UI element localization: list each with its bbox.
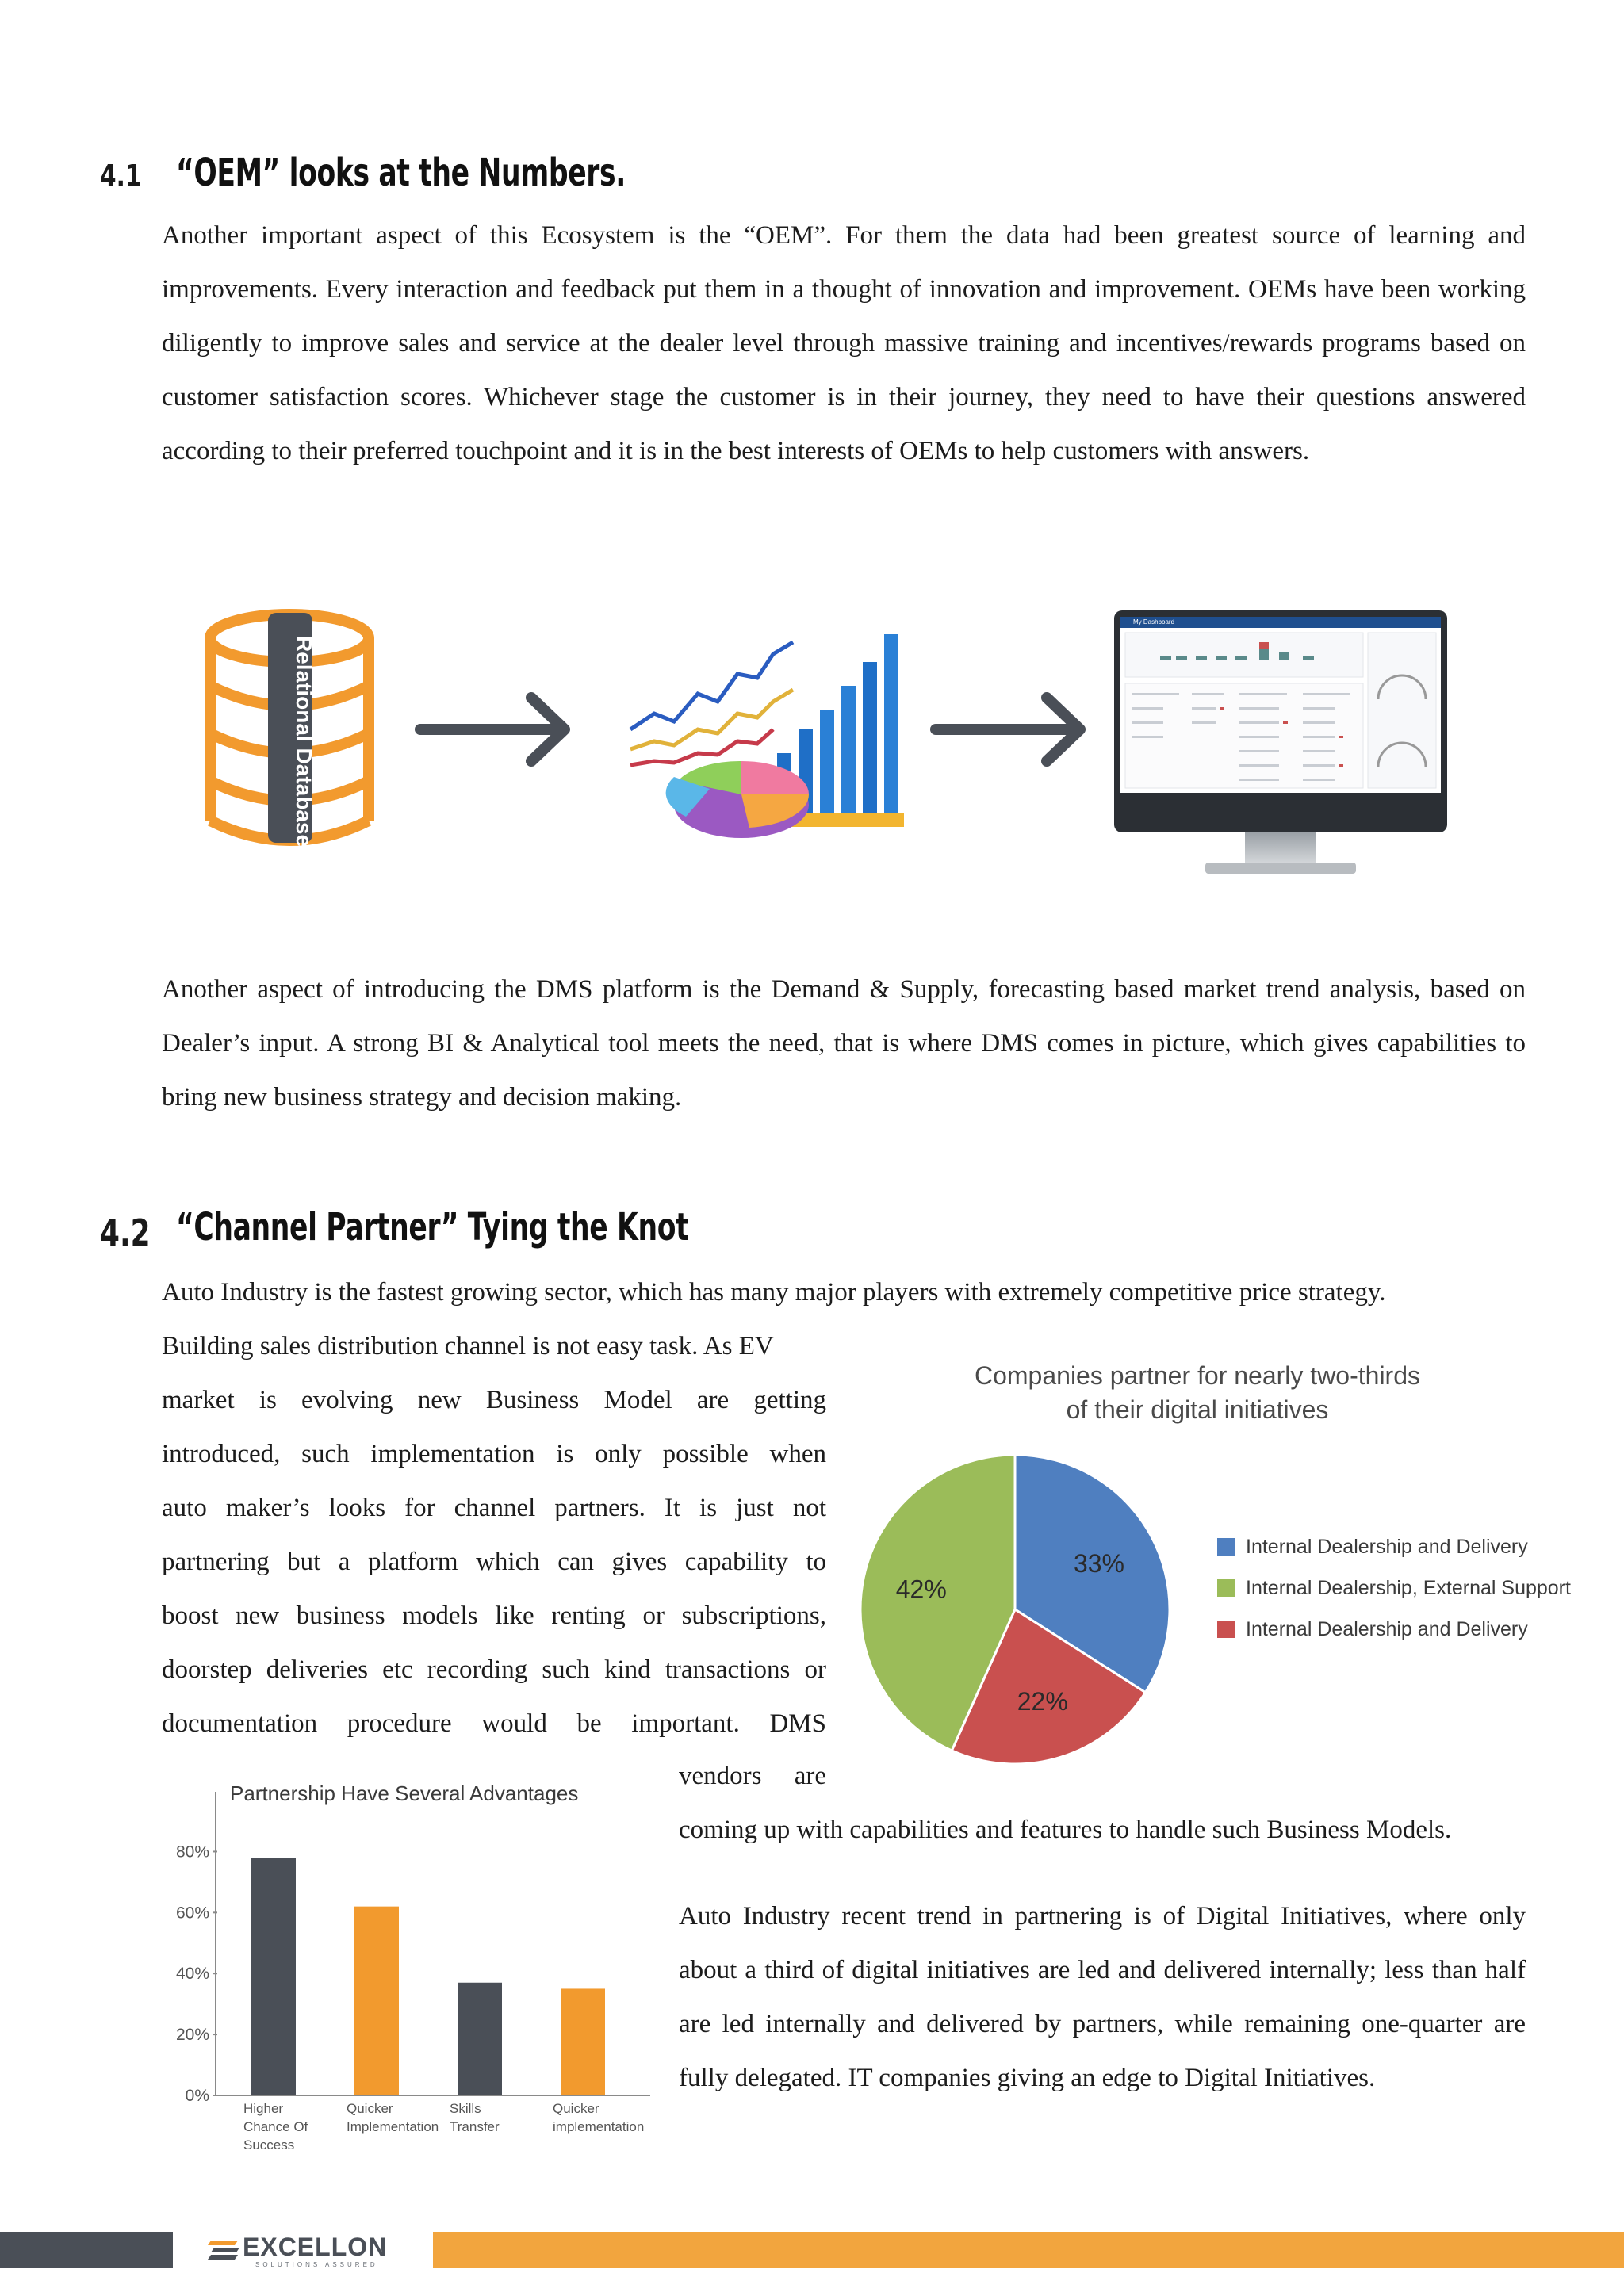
- section-title-4-1: “OEM” looks at the Numbers.: [176, 151, 626, 195]
- bar: [458, 1983, 502, 2095]
- x-tick-label: Implementation: [347, 2119, 439, 2134]
- x-tick-label: Chance Of: [243, 2119, 308, 2134]
- wrap-line: market is evolving new Business Model are getting: [162, 1386, 826, 1414]
- legend-label: Internal Dealership, External Support: [1246, 1576, 1571, 1599]
- dashboard-content: [1120, 628, 1441, 793]
- analytics-graphic-icon: [599, 610, 932, 872]
- x-tick-label: Quicker: [553, 2101, 599, 2116]
- pie-chart-title-line-1: Companies partner for nearly two-thirds: [974, 1361, 1420, 1390]
- dashboard-monitor: [1114, 610, 1447, 832]
- legend-label: Internal Dealership and Delivery: [1246, 1535, 1528, 1558]
- pie-slice-label: 42%: [895, 1575, 947, 1604]
- legend-label: Internal Dealership and Delivery: [1246, 1617, 1528, 1640]
- legend-item: [1217, 1526, 1571, 1567]
- bar: [354, 1907, 399, 2095]
- monitor-base: [1205, 863, 1356, 874]
- legend-swatch: [1217, 1538, 1235, 1556]
- database-label: Relational Database: [292, 635, 316, 848]
- arrow-right-icon: [928, 686, 1094, 773]
- section-4-2-wrap-text: [162, 1319, 826, 1751]
- wrap-line: doorstep deliveries etc recording such kind transactions or: [162, 1655, 826, 1684]
- section-title-4-2: “Channel Partner” Tying the Knot: [176, 1205, 689, 1249]
- wrap-line: boost new business models like renting or subscriptions,: [162, 1601, 826, 1630]
- wrap-line: auto maker’s looks for channel partners. It is just not: [162, 1494, 826, 1522]
- y-tick-label: 40%: [175, 1965, 209, 1984]
- section-4-2-paragraph-3: Auto Industry recent trend in partnering is of Digital Initiatives, where only about a third of digital initiatives are led and delivered internally; less than half are led internally and delivered by partners, while remaining one-quarter are fully delegated. IT companies giving an edge to Digital Initiatives.: [679, 1902, 1526, 2092]
- x-tick-label: Higher: [243, 2101, 284, 2116]
- section-number-4-1: 4.1: [100, 159, 142, 193]
- dashboard-title-bar: My Dashboard: [1120, 617, 1441, 628]
- x-tick-label: Success: [243, 2137, 295, 2152]
- legend-swatch: [1217, 1621, 1235, 1638]
- footer-logo: [208, 2229, 414, 2271]
- wrap-line: Building sales distribution channel is not easy task. As EV: [162, 1332, 774, 1360]
- section-4-2-wrap-tail-1: vendors are: [679, 1762, 826, 1790]
- dashboard-screen: [1120, 617, 1441, 793]
- pie-chart-title-line-2: of their digital initiatives: [1066, 1395, 1329, 1424]
- footer-logo-text: EXCELLON: [243, 2233, 388, 2261]
- bar: [561, 1988, 605, 2095]
- legend-item: [1217, 1609, 1571, 1650]
- pie-chart-plot: [856, 1447, 1189, 1772]
- arrow-right-icon: [412, 686, 579, 773]
- data-flow-diagram: [198, 595, 1451, 912]
- pie-chart: [841, 1352, 1594, 1772]
- legend-item: [1217, 1567, 1571, 1609]
- x-tick-label: implementation: [553, 2119, 645, 2134]
- section-4-2-intro: Auto Industry is the fastest growing sector, which has many major players with extremely competitive price strategy.: [162, 1278, 1386, 1307]
- monitor-neck: [1245, 832, 1316, 864]
- bar-chart: [159, 1772, 666, 2168]
- bar-chart-title: Partnership Have Several Advantages: [230, 1781, 579, 1805]
- section-number-4-2: 4.2: [100, 1211, 151, 1254]
- wrap-lines: [162, 1319, 826, 1751]
- bar: [251, 1858, 296, 2095]
- wrap-line: partnering but a platform which can gives capability to: [162, 1548, 826, 1576]
- x-tick-label: Quicker: [347, 2101, 393, 2116]
- wrap-line: documentation procedure would be important. DMS: [162, 1709, 826, 1738]
- pie-slice-label: 22%: [1017, 1686, 1068, 1716]
- y-tick-label: 80%: [175, 1843, 209, 1862]
- footer-logo-tagline: SOLUTIONS ASSURED: [255, 2261, 378, 2268]
- x-tick-label: Skills: [450, 2101, 481, 2116]
- pie-chart-legend: [1217, 1526, 1571, 1650]
- y-tick-label: 60%: [175, 1904, 209, 1923]
- pie-slice-label: 33%: [1073, 1548, 1125, 1578]
- section-4-1-paragraph: Another important aspect of this Ecosystem is the “OEM”. For them the data had been greatest source of learning and improvements. Every interaction and feedback put them in a thought of innovation and improvement. OEMs have been working diligently to improve sales and service at the dealer level through massive training and incentives/rewards programs based on customer satisfaction scores. Whichever stage the customer is in their journey, they need to have their questions answered according to their preferred touchpoint and it is in the best interests of OEMs to help customers with answers.: [162, 221, 1526, 465]
- footer-left-bar: [0, 2232, 173, 2268]
- bar-chart-plot: [159, 1772, 666, 2168]
- y-tick-label: 0%: [185, 2087, 209, 2105]
- footer-right-bar: [433, 2232, 1624, 2268]
- section-4-2-wrap-tail-2: coming up with capabilities and features to handle such Business Models.: [679, 1816, 1452, 1844]
- x-tick-label: Transfer: [450, 2119, 500, 2134]
- y-tick-label: 20%: [175, 2026, 209, 2045]
- legend-swatch: [1217, 1579, 1235, 1597]
- excellon-logo-icon: [208, 2236, 243, 2264]
- wrap-line: introduced, such implementation is only possible when: [162, 1440, 826, 1468]
- section-4-1-paragraph-2: Another aspect of introducing the DMS platform is the Demand & Supply, forecasting based market trend analysis, based on Dealer’s input. A strong BI & Analytical tool meets the need, that is where DMS comes in picture, which gives capabilities to bring new business strategy and decision making.: [162, 975, 1526, 1112]
